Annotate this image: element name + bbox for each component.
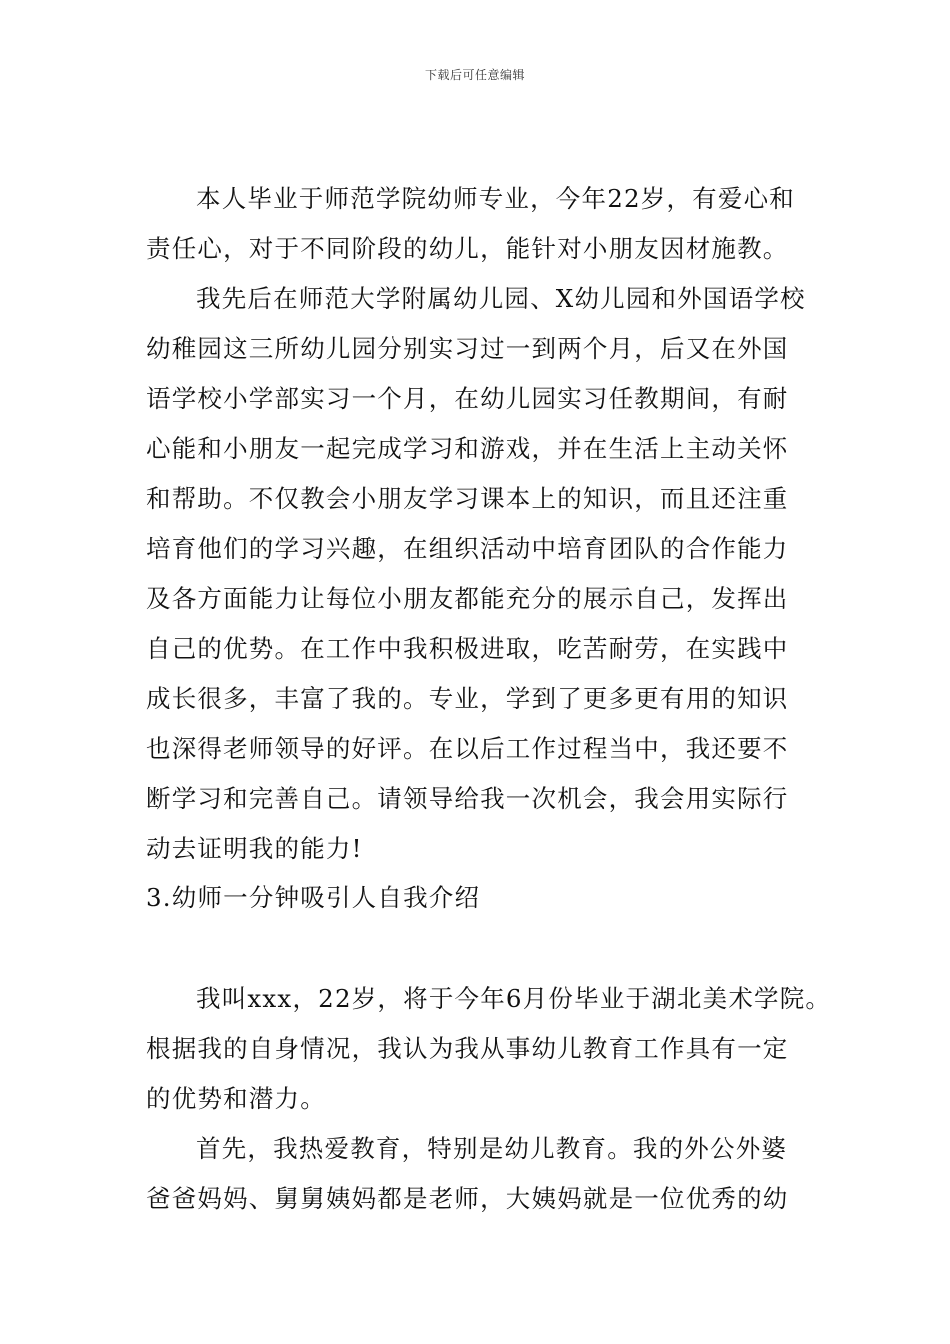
body-line: 根据我的自身情况，我认为我从事幼儿教育工作具有一定 (146, 1034, 789, 1063)
body-line: 本人毕业于师范学院幼师专业，今年22岁，有爱心和 (196, 184, 795, 213)
body-line: 我叫xxx，22岁，将于今年6月份毕业于湖北美术学院。 (196, 984, 832, 1013)
body-line: 爸爸妈妈、舅舅姨妈都是老师，大姨妈就是一位优秀的幼 (146, 1184, 789, 1213)
body-line: 和帮助。不仅教会小朋友学习课本上的知识，而且还注重 (146, 484, 789, 513)
body-line: 及各方面能力让每位小朋友都能充分的展示自己，发挥出 (146, 584, 789, 613)
body-line: 也深得老师领导的好评。在以后工作过程当中，我还要不 (146, 734, 789, 763)
body-line: 自己的优势。在工作中我积极进取，吃苦耐劳，在实践中 (146, 634, 789, 663)
body-line: 语学校小学部实习一个月，在幼儿园实习任教期间，有耐 (146, 384, 789, 413)
body-line: 我先后在师范大学附属幼儿园、X幼儿园和外国语学校 (196, 284, 806, 313)
section-heading: 3.幼师一分钟吸引人自我介绍 (146, 883, 481, 912)
body-line: 首先，我热爱教育，特别是幼儿教育。我的外公外婆 (196, 1134, 788, 1163)
body-line: 动去证明我的能力! (146, 834, 363, 863)
page-header: 下载后可任意编辑 (424, 68, 525, 82)
body-line: 的优势和潜力。 (146, 1084, 326, 1113)
body-line: 培育他们的学习兴趣，在组织活动中培育团队的合作能力 (146, 534, 789, 563)
body-line: 断学习和完善自己。请领导给我一次机会，我会用实际行 (146, 784, 789, 813)
body-line: 幼稚园这三所幼儿园分别实习过一到两个月，后又在外国 (146, 334, 789, 363)
body-line: 心能和小朋友一起完成学习和游戏，并在生活上主动关怀 (146, 434, 789, 463)
body-line: 成长很多，丰富了我的。专业，学到了更多更有用的知识 (146, 684, 789, 713)
body-line: 责任心，对于不同阶段的幼儿，能针对小朋友因材施教。 (146, 234, 789, 263)
